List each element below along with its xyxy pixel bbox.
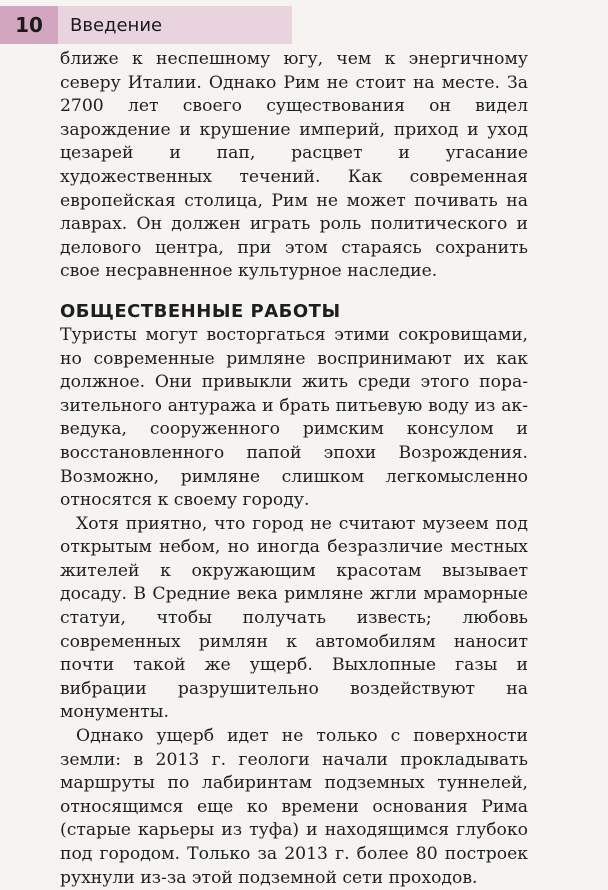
paragraph-2: Хотя приятно, что город не считают музеем под открытым небом, но иногда безразличие местных жителей к окружающим красотам вызывает досаду. В Средние века римляне жгли мраморные статуи, чтобы получать известь; любовь современных римлян к автомобилям наносит почти такой же ущерб. Выхлопные газы и вибрации разрушительно воздействуют на монументы. xyxy=(60,513,528,723)
paragraph-1: Туристы могут восторгаться этими сокровищами, но современные римляне воспринимают их как должное. Они привыкли жить среди этого поразительного антуража и брать питьевую воду из акведука, сооруженного римским консулом и восстановленного папой эпохи Возрождения. Возможно, римляне слишком легкомысленно относятся к своему городу. xyxy=(60,324,528,511)
intro-paragraph: ближе к неспешному югу, чем к энергичному северу Италии. Однако Рим не стоит на месте. За 2700 лет своего существования он видел зарождение и крушение империй, приход и уход цезарей и пап, расцвет и угасание художественных течений. Как современная европейская столица, Рим не может почивать на лаврах. Он должен играть роль политического и делового центра, при этом стараясь сохранить свое несравненное культурное наследие. xyxy=(60,49,528,282)
section-title: Введение xyxy=(70,14,163,36)
running-header xyxy=(0,6,292,44)
body-text xyxy=(60,48,528,890)
section-heading: ОБЩЕСТВЕННЫЕ РАБОТЫ xyxy=(60,300,341,322)
page-number: 10 xyxy=(0,6,58,44)
paragraph-3: Однако ущерб идет не только с поверхности земли: в 2013 г. геологи начали прокладывать маршруты по лабиринтам подземных туннелей, относящимся еще ко времени основания Рима (старые карьеры из туфа) и находящимся глубоко под городом. Только за 2013 г. более 80 построек рухнули из-за этой подземной сети проходов. xyxy=(60,726,528,888)
